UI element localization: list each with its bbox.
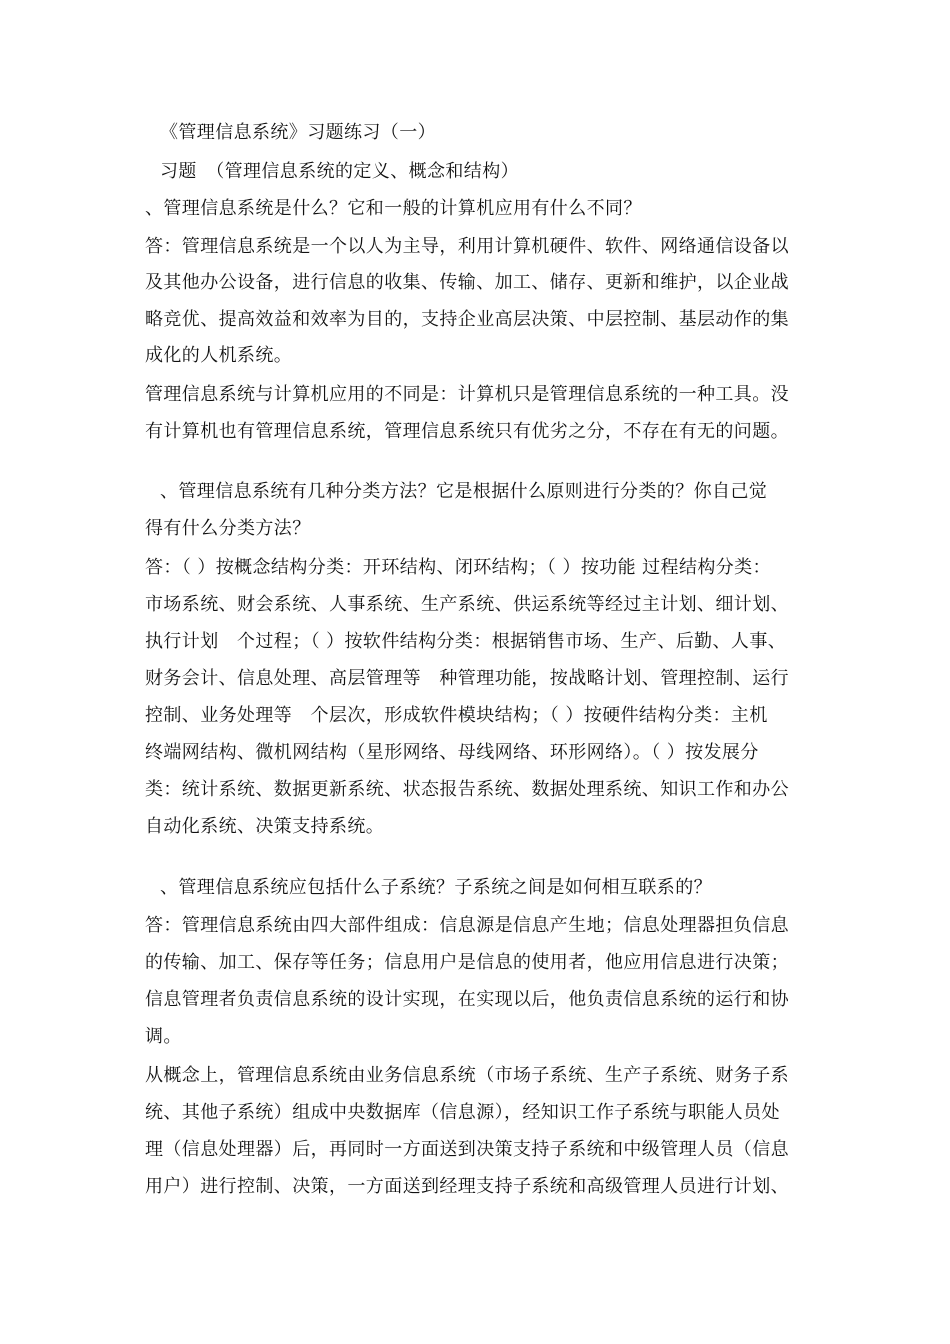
answer-1-line: 及其他办公设备，进行信息的收集、传输、加工、储存、更新和维护，以企业战 (145, 272, 789, 293)
answer-1-line: 答：管理信息系统是一个以人为主导，利用计算机硬件、软件、网络通信设备以 (145, 236, 789, 257)
answer-3-line: 用户）进行控制、决策，一方面送到经理支持子系统和高级管理人员进行计划、 (145, 1176, 789, 1197)
answer-2-line: 控制、业务处理等 个层次，形成软件模块结构；（ ）按硬件结构分类：主机 (145, 705, 768, 726)
question-2-line: 、管理信息系统有几种分类方法？它是根据什么原则进行分类的？你自己觉 (160, 481, 768, 502)
exercise-subtitle: 习题 （管理信息系统的定义、概念和结构） (160, 161, 519, 182)
answer-3-line: 答：管理信息系统由四大部件组成：信息源是信息产生地；信息处理器担负信息 (145, 915, 789, 936)
answer-3-line: 信息管理者负责信息系统的设计实现，在实现以后，他负责信息系统的运行和协 (145, 989, 789, 1010)
answer-3-line: 理（信息处理器）后，再同时一方面送到决策支持子系统和中级管理人员（信息 (145, 1139, 789, 1160)
answer-1-line: 成化的人机系统。 (145, 345, 293, 366)
answer-3-line: 统、其他子系统）组成中央数据库（信息源），经知识工作子系统与职能人员处 (145, 1102, 780, 1123)
answer-3-line: 从概念上，管理信息系统由业务信息系统（市场子系统、生产子系统、财务子系 (145, 1065, 789, 1086)
question-2-line: 得有什么分类方法？ (145, 518, 311, 539)
answer-2-line: 执行计划 个过程；（ ）按软件结构分类：根据销售市场、生产、后勤、人事、 (145, 631, 787, 652)
answer-1-line: 管理信息系统与计算机应用的不同是：计算机只是管理信息系统的一种工具。没 (145, 384, 789, 405)
answer-2-line: 终端网结构、微机网结构（星形网络、母线网络、环形网络）。（ ）按发展分 (145, 742, 759, 763)
answer-2-line: 答：（ ）按概念结构分类：开环结构、闭环结构；（ ）按功能 过程结构分类： (145, 557, 771, 578)
document-title: 《管理信息系统》习题练习（一） (160, 122, 436, 143)
answer-2-line: 市场系统、财会系统、人事系统、生产系统、供运系统等经过主计划、细计划、 (145, 594, 789, 615)
question-1: 、管理信息系统是什么？它和一般的计算机应用有什么不同？ (145, 198, 642, 219)
answer-3-line: 调。 (145, 1026, 182, 1047)
answer-2-line: 类：统计系统、数据更新系统、状态报告系统、数据处理系统、知识工作和办公 (145, 779, 789, 800)
question-3: 、管理信息系统应包括什么子系统？子系统之间是如何相互联系的？ (160, 877, 712, 898)
answer-2-line: 财务会计、信息处理、高层管理等 种管理功能，按战略计划、管理控制、运行 (145, 668, 789, 689)
answer-1-line: 有计算机也有管理信息系统，管理信息系统只有优劣之分，不存在有无的问题。 (145, 421, 789, 442)
answer-1-line: 略竞优、提高效益和效率为目的，支持企业高层决策、中层控制、基层动作的集 (145, 309, 789, 330)
answer-2-line: 自动化系统、决策支持系统。 (145, 816, 385, 837)
answer-3-line: 的传输、加工、保存等任务；信息用户是信息的使用者，他应用信息进行决策； (145, 952, 789, 973)
